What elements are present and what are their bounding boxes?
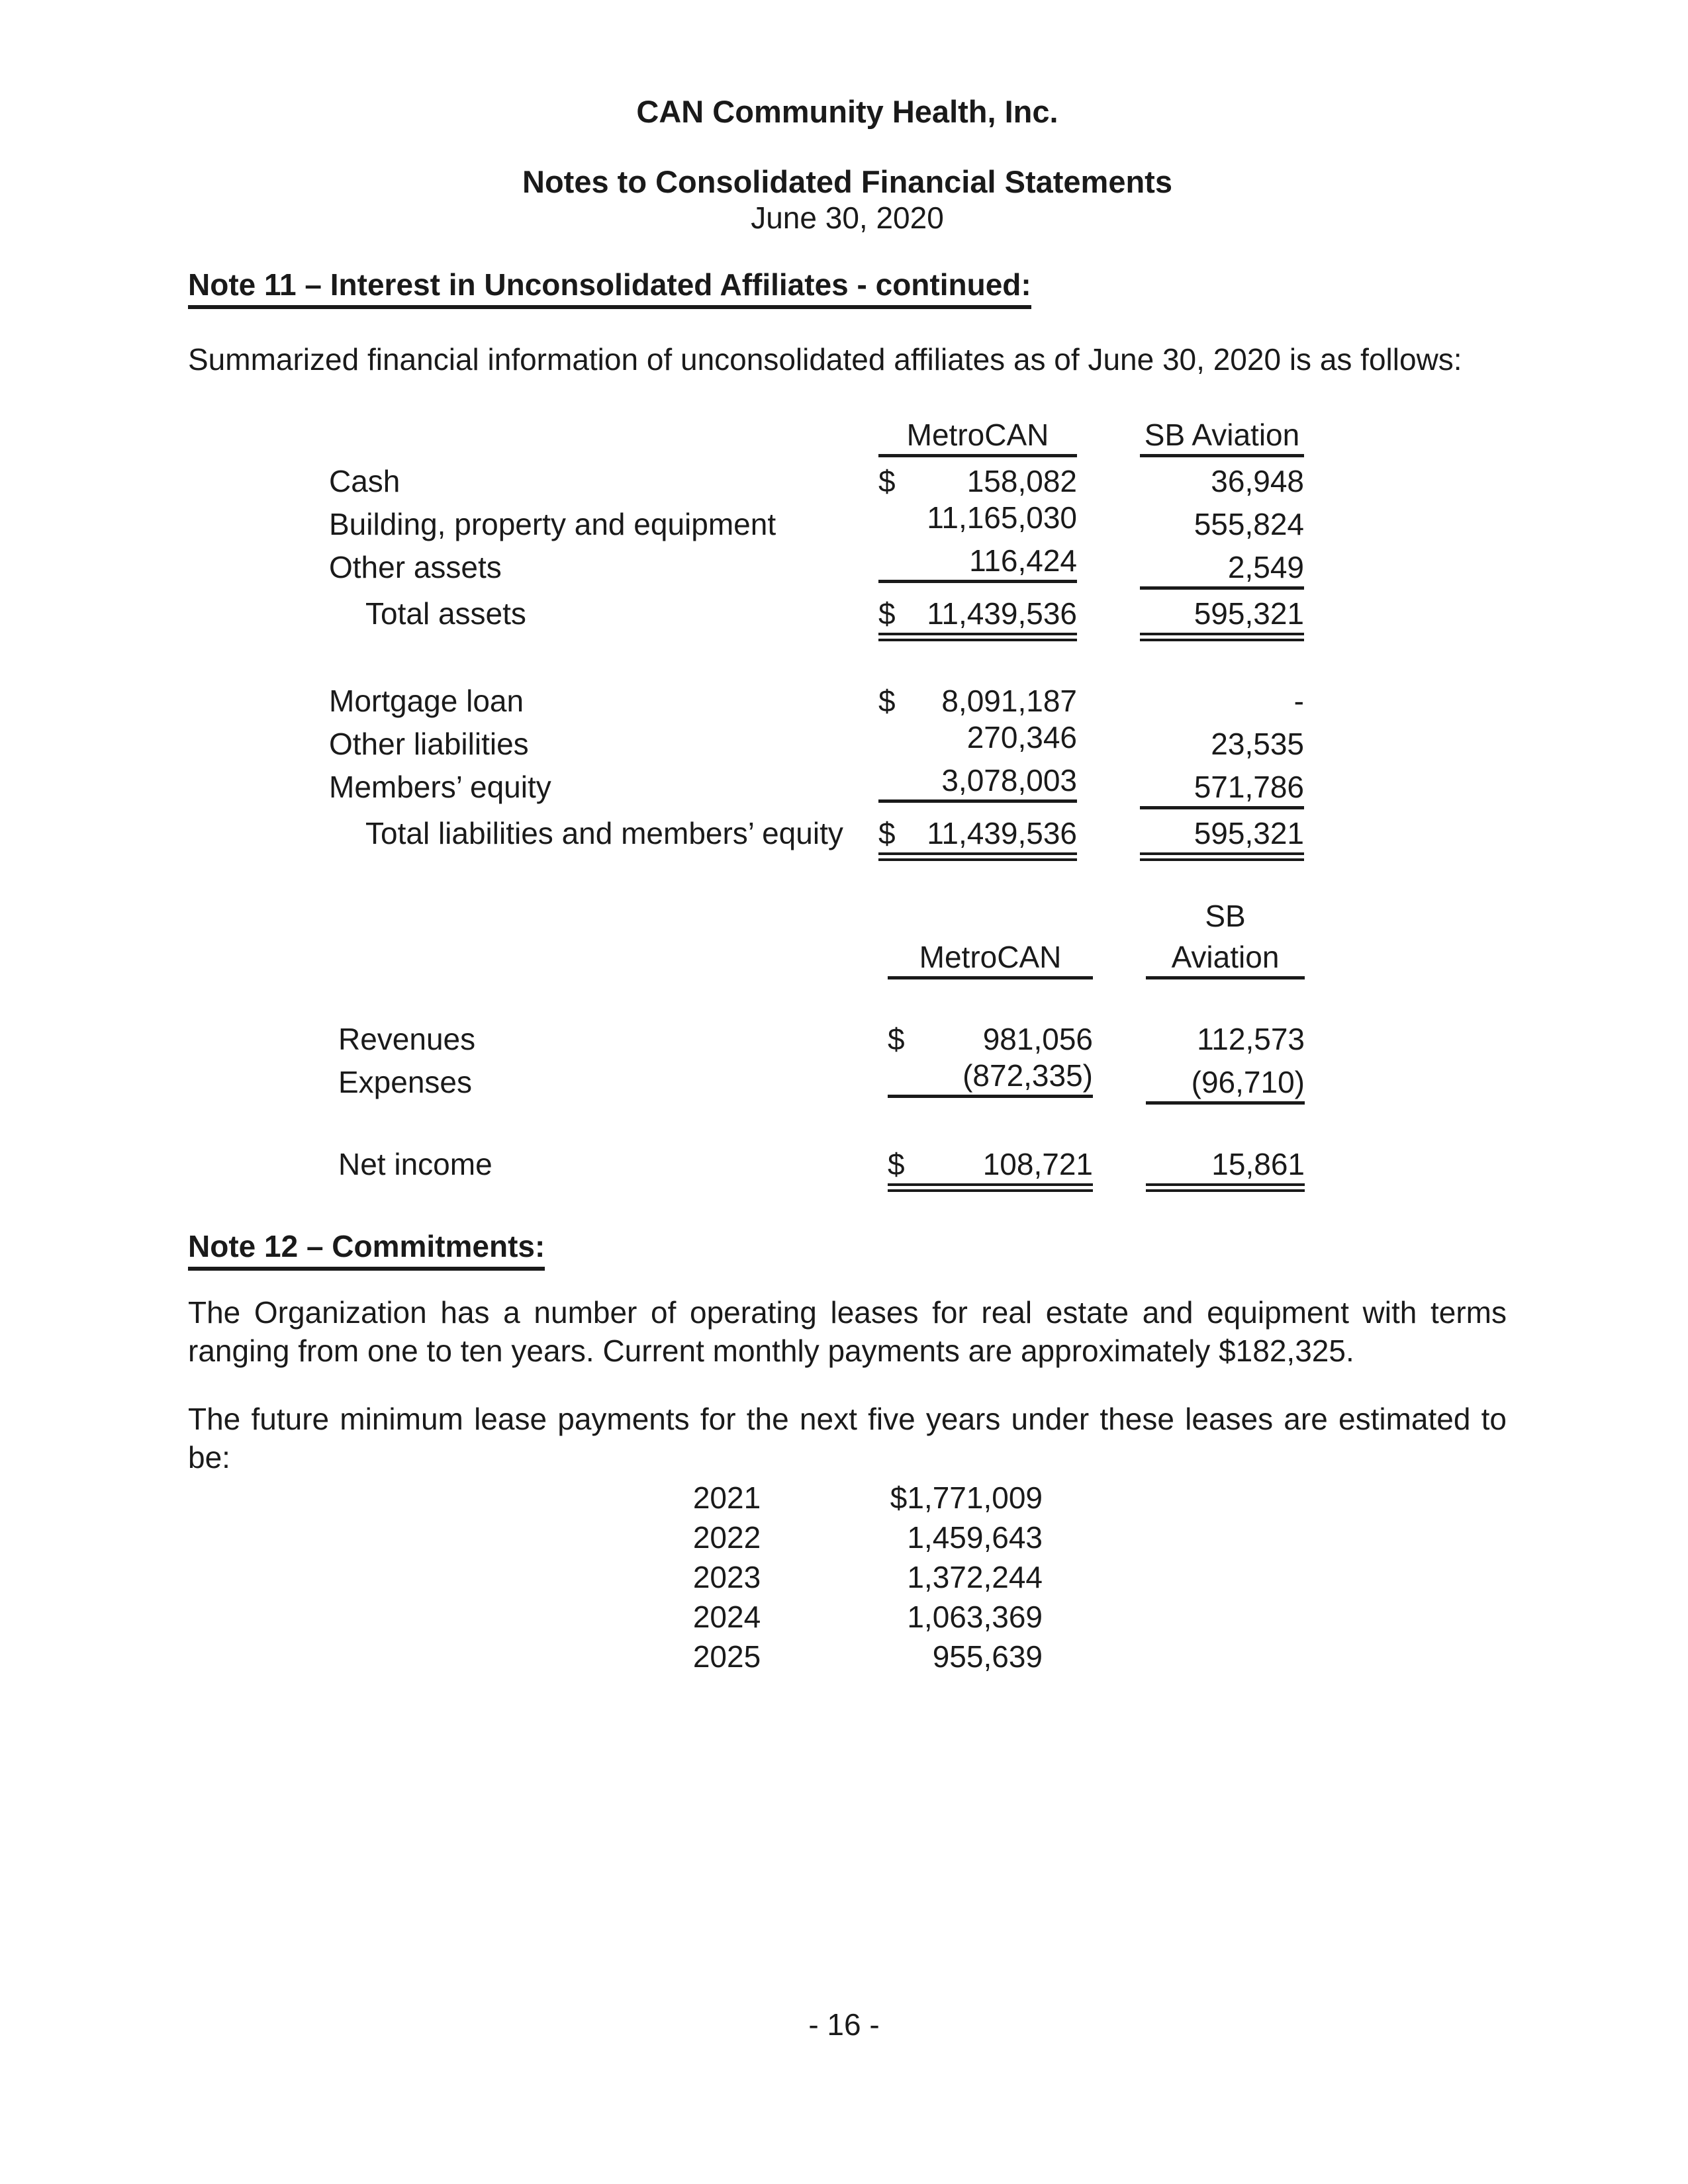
amount-sb-aviation: 571,786 (1140, 770, 1304, 809)
column-header-sb-aviation: SB Aviation (1140, 418, 1304, 457)
lease-payment-schedule (690, 1478, 1507, 1676)
lease-amount: 1,372,244 (907, 1560, 1043, 1594)
row-label: Net income (338, 1147, 492, 1181)
page-number: - 16 - (808, 2007, 880, 2042)
column-gap (1077, 500, 1140, 535)
table-row-members-equity (329, 763, 1507, 809)
column-gap (1093, 1015, 1146, 1050)
row-label: Mortgage loan (329, 684, 524, 718)
column-gap (1077, 677, 1140, 711)
dollar-sign: $ (878, 464, 896, 498)
amount-metrocan: 11,165,030 (927, 500, 1077, 535)
column-header-sb-line1: SB (1205, 899, 1246, 933)
table-row-building (329, 500, 1507, 543)
table-row-expenses (338, 1058, 1507, 1105)
column-gap (1093, 1140, 1146, 1175)
column-header-sb-line2: Aviation (1146, 940, 1305, 979)
amount-metrocan: 270,346 (966, 720, 1077, 754)
row-label: Total assets (365, 596, 526, 631)
amount-sb-aviation: 555,824 (1194, 507, 1304, 541)
header-spacer (888, 890, 1093, 927)
column-header-metrocan (878, 418, 1077, 457)
amount-sb-aviation: 23,535 (1211, 727, 1304, 761)
column-gap (1077, 457, 1140, 492)
column-gap (1077, 809, 1140, 844)
amount-metrocan: 981,056 (982, 1022, 1093, 1056)
metrocan-cell (888, 1058, 1093, 1098)
page-content (188, 0, 1507, 1676)
metrocan-cell (878, 543, 1077, 583)
lease-row (690, 1557, 1507, 1597)
metrocan-cell (878, 500, 1077, 537)
amount-sb-aviation: 595,321 (1140, 816, 1304, 861)
column-gap (1093, 933, 1146, 968)
lease-amount: 955,639 (932, 1639, 1043, 1674)
note11-intro: Summarized financial information of unconsolidated affiliates as of June 30, 2020 is as follows: (188, 342, 1462, 377)
amount-metrocan: 11,439,536 (927, 596, 1077, 631)
column-gap (1077, 763, 1140, 797)
amount-sb-aviation: - (1293, 684, 1304, 718)
table-row-other-assets (329, 543, 1507, 590)
column-gap (1077, 411, 1140, 445)
metrocan-cell (888, 1147, 1093, 1192)
note11-heading-text: Note 11 – Interest in Unconsolidated Affiliates - continued: (188, 267, 1031, 309)
amount-metrocan: 8,091,187 (941, 684, 1077, 718)
column-gap (1093, 1058, 1146, 1093)
note12-paragraph-1: The Organization has a number of operating leases for real estate and equipment with terms ranging from one to ten years. Current monthly payments are approximately $182,325. (188, 1295, 1507, 1368)
affiliates-balance-table (329, 411, 1507, 861)
lease-year: 2022 (692, 1520, 761, 1555)
table-row-total-assets (329, 590, 1507, 641)
amount-metrocan: (872,335) (962, 1058, 1093, 1093)
table-header-row (338, 933, 1507, 979)
dollar-sign: $ (888, 1022, 905, 1056)
column-header-metrocan (888, 940, 1093, 979)
metrocan-cell (878, 763, 1077, 803)
amount-sb-aviation: 36,948 (1211, 464, 1304, 498)
row-label: Other assets (329, 550, 502, 584)
lease-row (690, 1478, 1507, 1518)
column-gap (1077, 543, 1140, 578)
column-gap (1093, 892, 1146, 927)
amount-metrocan: 11,439,536 (927, 816, 1077, 850)
note12-heading (188, 1229, 1507, 1271)
lease-year: 2023 (692, 1560, 761, 1594)
table-row-revenues (338, 1015, 1507, 1058)
row-label: Revenues (338, 1022, 476, 1056)
row-label: Members’ equity (329, 770, 551, 804)
row-label: Cash (329, 464, 400, 498)
lease-amount: $1,771,009 (890, 1480, 1043, 1515)
row-label: Expenses (338, 1065, 473, 1099)
table-row-mortgage-loan (329, 677, 1507, 720)
table-row-total-liabilities (329, 809, 1507, 861)
amount-metrocan: 108,721 (982, 1147, 1093, 1181)
column-header-label: MetroCAN (919, 940, 1062, 974)
note12-paragraph-2: The future minimum lease payments for the next five years under these leases are estimated to be: (188, 1402, 1507, 1475)
affiliates-income-table (338, 890, 1507, 1192)
lease-row (690, 1597, 1507, 1637)
row-label: Building, property and equipment (329, 507, 776, 541)
table-row-net-income (338, 1140, 1507, 1192)
metrocan-cell (878, 596, 1077, 641)
note12-heading-text: Note 12 – Commitments: (188, 1229, 545, 1271)
amount-sb-aviation: (96,710) (1146, 1065, 1305, 1105)
amount-sb-aviation: 112,573 (1197, 1022, 1305, 1056)
dollar-sign: $ (878, 816, 896, 850)
lease-amount: 1,063,369 (907, 1600, 1043, 1634)
dollar-sign: $ (878, 684, 896, 718)
metrocan-cell (878, 464, 1077, 500)
lease-row (690, 1518, 1507, 1557)
metrocan-cell (878, 684, 1077, 720)
table-row-other-liabilities (329, 720, 1507, 763)
lease-row (690, 1637, 1507, 1676)
amount-sb-aviation: 15,861 (1146, 1147, 1305, 1192)
metrocan-cell (888, 1022, 1093, 1058)
amount-sb-aviation: 595,321 (1140, 596, 1304, 641)
dollar-sign: $ (888, 1147, 905, 1181)
amount-sb-aviation: 2,549 (1140, 550, 1304, 590)
column-header-label: MetroCAN (906, 418, 1049, 452)
organization-name: CAN Community Health, Inc. (636, 94, 1058, 129)
dollar-sign: $ (878, 596, 896, 631)
note11-heading (188, 267, 1507, 309)
header-spacer (338, 892, 888, 927)
table-row-cash (329, 457, 1507, 500)
amount-metrocan: 3,078,003 (941, 763, 1077, 797)
row-label: Total liabilities and members’ equity (365, 816, 843, 850)
table-header-row-top (338, 890, 1507, 933)
row-label: Other liabilities (329, 727, 529, 761)
column-gap (1077, 720, 1140, 754)
document-title: Notes to Consolidated Financial Statements (522, 164, 1172, 199)
lease-year: 2025 (692, 1639, 761, 1674)
title-block (188, 164, 1507, 236)
document-header (188, 94, 1507, 236)
lease-year: 2021 (692, 1480, 761, 1515)
header-spacer (329, 411, 878, 445)
metrocan-cell (878, 816, 1077, 861)
amount-metrocan: 158,082 (966, 464, 1077, 498)
lease-amount: 1,459,643 (907, 1520, 1043, 1555)
document-date: June 30, 2020 (751, 201, 944, 235)
metrocan-cell (878, 720, 1077, 756)
table-header-row (329, 411, 1507, 457)
header-spacer (338, 933, 888, 968)
column-gap (1077, 590, 1140, 624)
amount-metrocan: 116,424 (969, 543, 1077, 578)
lease-year: 2024 (692, 1600, 761, 1634)
